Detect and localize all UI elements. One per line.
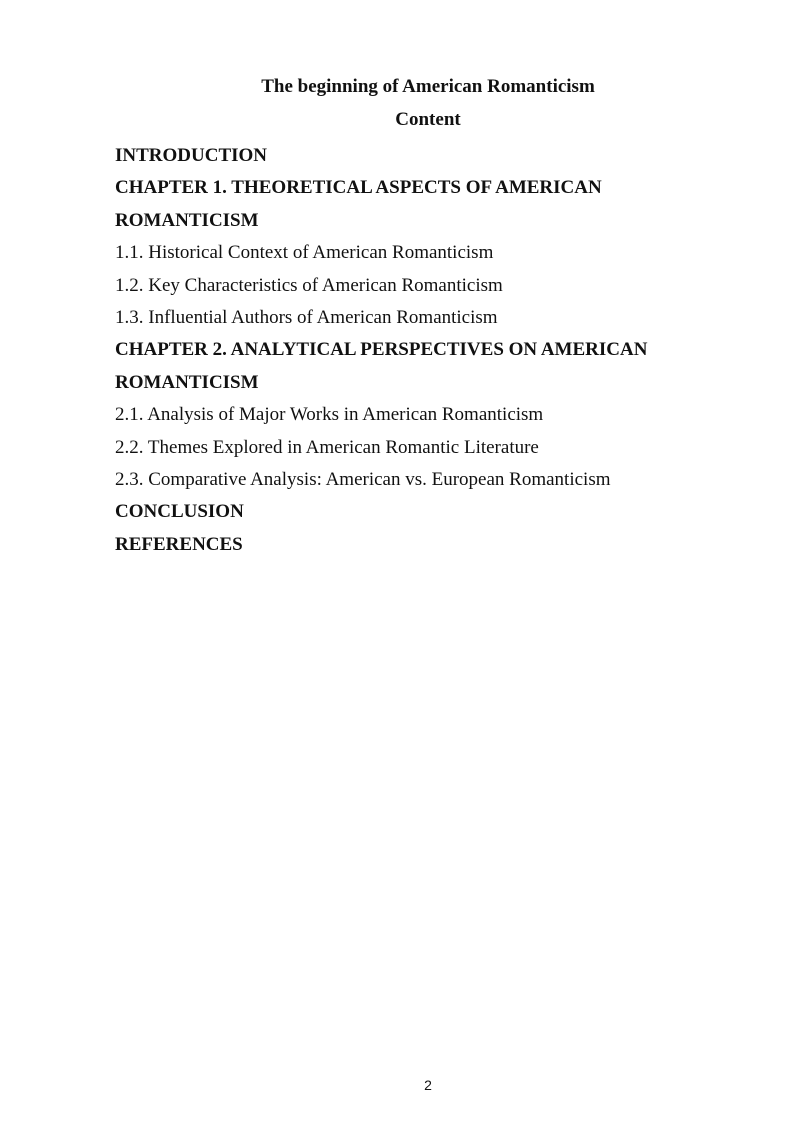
- toc-introduction: INTRODUCTION: [115, 145, 268, 166]
- document-title: The beginning of American Romanticism: [261, 76, 595, 97]
- toc-section-1-3: 1.3. Influential Authors of American Romanticism: [115, 306, 498, 328]
- toc-section-2-2: 2.2. Themes Explored in American Romantic Literature: [115, 436, 539, 458]
- toc-section-1-2: 1.2. Key Characteristics of American Romanticism: [115, 274, 503, 296]
- toc-section-2-1: 2.1. Analysis of Major Works in American Romanticism: [115, 404, 544, 426]
- toc-chapter-1-heading-continued: ROMANTICISM: [115, 209, 259, 231]
- contents-heading: Content: [395, 109, 461, 130]
- toc-chapter-2-heading: CHAPTER 2. ANALYTICAL PERSPECTIVES ON AMERICAN: [115, 339, 648, 361]
- table-of-contents: [115, 140, 675, 561]
- toc-section-1-1: 1.1. Historical Context of American Romanticism: [115, 242, 494, 264]
- toc-conclusion: CONCLUSION: [115, 501, 244, 523]
- page-number: 2: [424, 1077, 432, 1093]
- toc-chapter-2-heading-continued: ROMANTICISM: [115, 371, 259, 393]
- toc-references: REFERENCES: [115, 533, 243, 555]
- toc-section-2-3: 2.3. Comparative Analysis: American vs. European Romanticism: [115, 468, 611, 490]
- toc-chapter-1-heading: CHAPTER 1. THEORETICAL ASPECTS OF AMERICAN: [115, 177, 602, 199]
